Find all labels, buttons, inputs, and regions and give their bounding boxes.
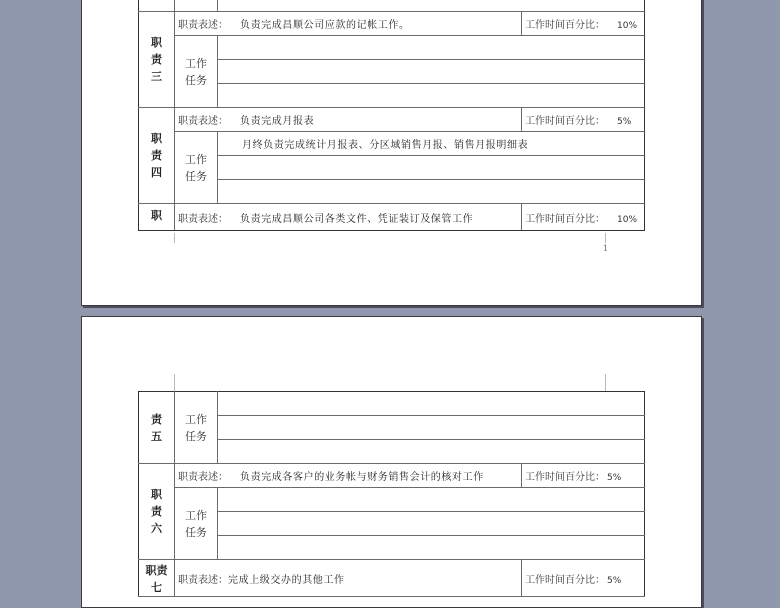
task-cell[interactable] [218, 84, 645, 108]
task-label: 工作 任务 [175, 132, 218, 204]
time-percentage [522, 560, 645, 597]
table-row [139, 0, 645, 12]
time-percentage [522, 204, 645, 231]
duty-description-row [139, 464, 645, 488]
description-label: 职责表述： [178, 472, 228, 483]
task-cell[interactable] [218, 416, 645, 440]
duty-title: 职责 七 [139, 560, 175, 597]
duty-table-page-1 [138, 0, 645, 231]
percent-value: 10% [617, 214, 638, 225]
percent-value: 10% [617, 21, 638, 31]
task-cell[interactable] [218, 512, 645, 536]
task-row [139, 392, 645, 416]
duty-description [175, 12, 522, 36]
task-cell[interactable] [218, 36, 645, 60]
crop-mark [605, 374, 606, 392]
percent-label: 工作时间百分比： [525, 116, 605, 127]
duty-description [175, 108, 522, 132]
description-label: 职责表述： [178, 213, 228, 225]
duty-title: 职 责 三 [139, 12, 175, 108]
crop-mark [174, 233, 175, 243]
percent-value: 5% [607, 576, 622, 586]
duty-description [175, 464, 522, 488]
percent-label: 工作时间百分比： [525, 575, 605, 586]
document-page-1 [81, 0, 702, 306]
duty-table-page-2 [138, 391, 645, 597]
task-label: 工作 任务 [175, 392, 218, 464]
duty-title: 职 责 四 [139, 108, 175, 204]
percent-label: 工作时间百分比： [525, 20, 605, 31]
task-label: 工作 任务 [175, 36, 218, 108]
duty-description [175, 204, 522, 231]
page-number: 1 [603, 244, 609, 253]
task-row [139, 488, 645, 512]
duty-description [175, 560, 522, 597]
percent-label: 工作时间百分比： [525, 213, 605, 225]
task-row [139, 36, 645, 60]
document-page-2 [81, 316, 702, 608]
task-cell[interactable]: 月终负责完成统计月报表、分区域销售月报、销售月报明细表 [218, 132, 645, 156]
duty-title: 职 [139, 204, 175, 231]
task-row [139, 132, 645, 156]
description-text: 负责完成昌顺公司各类文件、凭证装订及保管工作 [240, 213, 474, 225]
description-label: 职责表述： [178, 20, 228, 31]
time-percentage [522, 12, 645, 36]
description-text: 负责完成昌顺公司应款的记帐工作。 [240, 20, 410, 31]
task-cell[interactable] [218, 488, 645, 512]
task-cell[interactable] [218, 180, 645, 204]
time-percentage [522, 108, 645, 132]
duty-title: 职 责 六 [139, 464, 175, 560]
duty-title: 责 五 [139, 392, 175, 464]
duty-description-row [139, 560, 645, 597]
percent-value: 5% [607, 473, 622, 483]
duty-description-row [139, 108, 645, 132]
description-label: 职责表述： [178, 116, 228, 127]
description-text: 负责完成月报表 [240, 116, 315, 127]
description-text: 负责完成各客户的业务帐与财务销售会计的核对工作 [240, 472, 484, 483]
task-cell[interactable] [218, 440, 645, 464]
crop-mark [605, 233, 606, 243]
duty-description-row [139, 204, 645, 231]
percent-label: 工作时间百分比： [525, 472, 605, 483]
description-text: 完成上级交办的其他工作 [228, 575, 345, 586]
task-cell[interactable] [218, 60, 645, 84]
description-label: 职责表述： [178, 575, 228, 586]
crop-mark [174, 374, 175, 392]
duty-description-row [139, 12, 645, 36]
percent-value: 5% [617, 117, 632, 127]
task-label: 工作 任务 [175, 488, 218, 560]
task-cell[interactable] [218, 536, 645, 560]
task-cell[interactable] [218, 392, 645, 416]
task-cell[interactable] [218, 156, 645, 180]
time-percentage [522, 464, 645, 488]
